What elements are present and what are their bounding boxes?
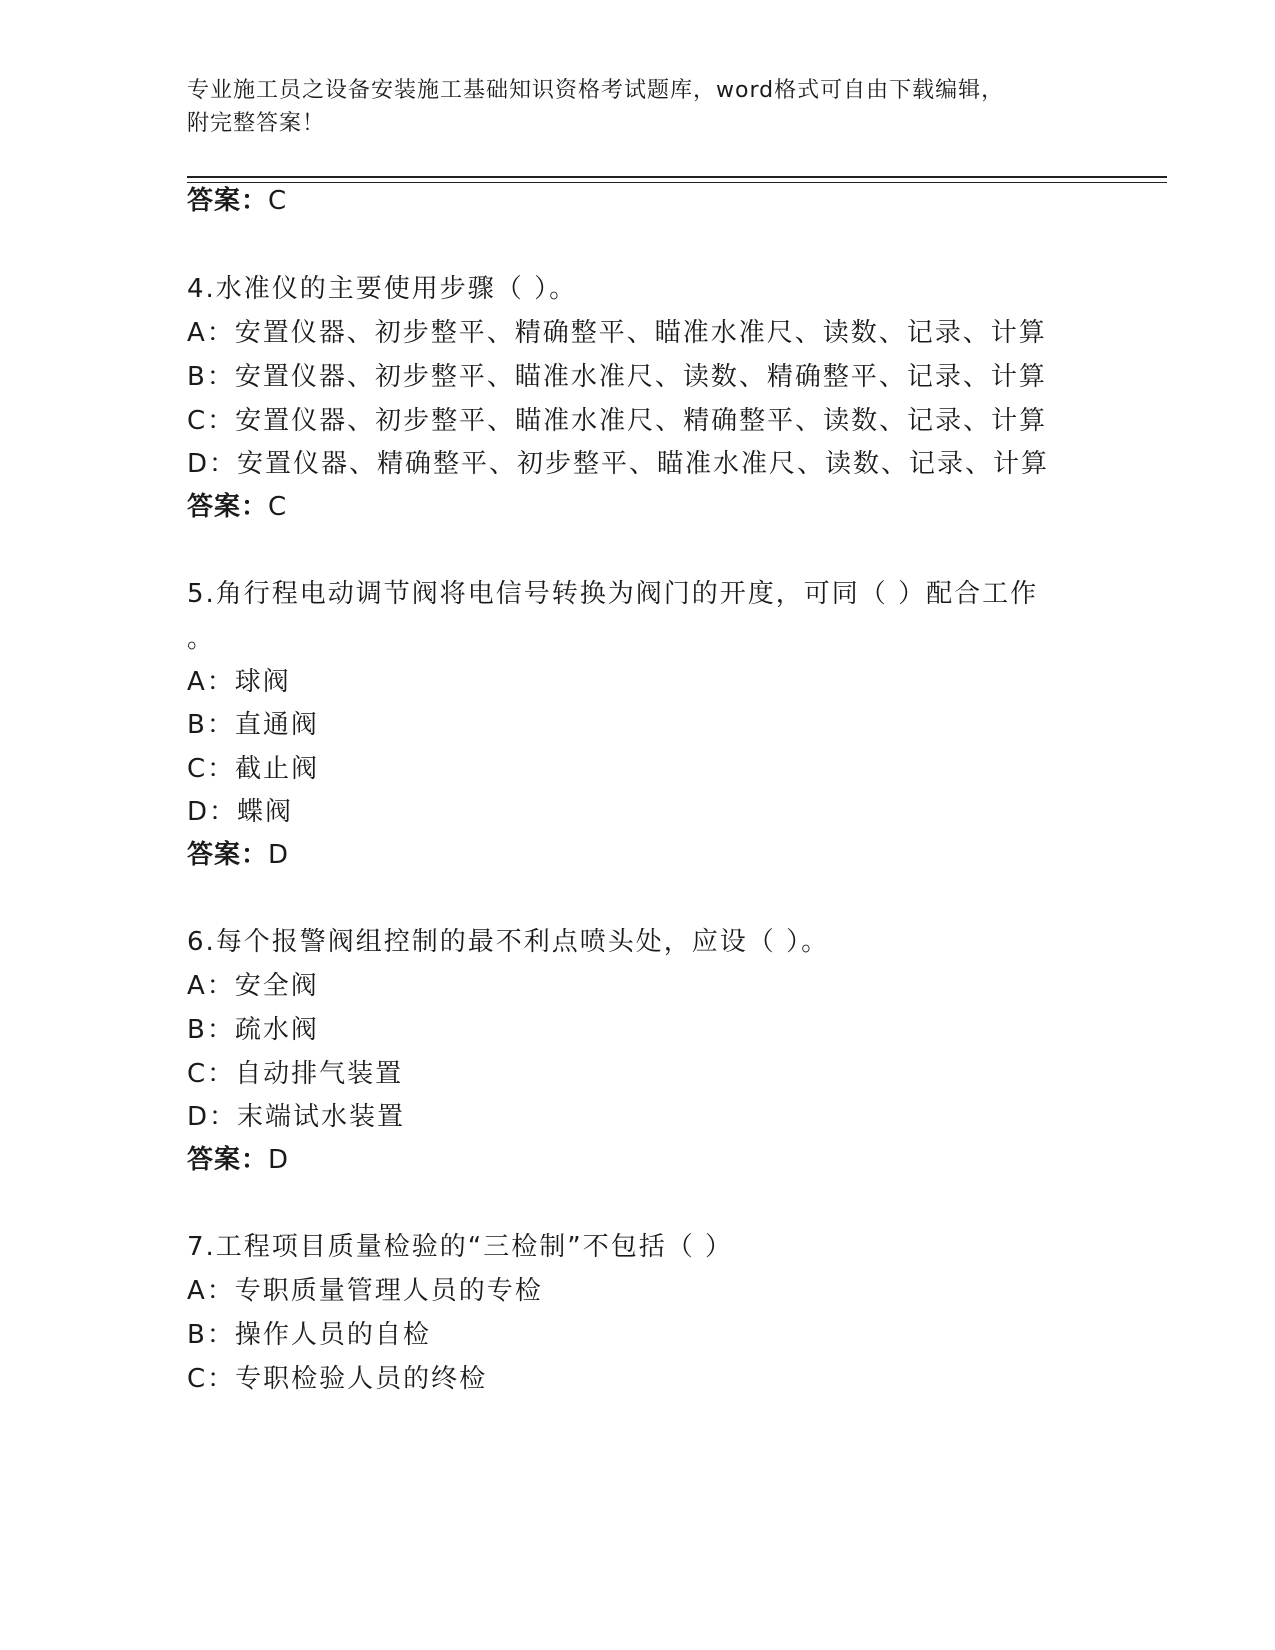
- answer-label: 答案：: [187, 840, 269, 870]
- question-4-answer: [187, 490, 287, 524]
- question-7-stem: 7.工程项目质量检验的“三检制”不包括（ ）: [187, 1232, 734, 1262]
- answer-label: 答案：: [187, 186, 269, 216]
- question-7-option-b: B：操作人员的自检: [187, 1320, 431, 1350]
- question-5-answer: [187, 838, 289, 872]
- question-6-option-b: B：疏水阀: [187, 1015, 319, 1045]
- question-7-option-a: A：专职质量管理人员的专检: [187, 1276, 543, 1306]
- question-6-option-c: C：自动排气装置: [187, 1059, 404, 1089]
- document-header: [187, 74, 1087, 140]
- question-7-option-c: C：专职检验人员的终检: [187, 1364, 488, 1394]
- question-4-option-d: D：安置仪器、精确整平、初步整平、瞄准水准尺、读数、记录、计算: [187, 449, 1050, 479]
- answer-label: 答案：: [187, 492, 269, 522]
- question-6-option-a: A：安全阀: [187, 971, 319, 1001]
- question-4-stem: 4.水准仪的主要使用步骤（ ）。: [187, 274, 578, 304]
- prev-answer: [187, 184, 287, 218]
- header-line-2: 附完整答案！: [187, 111, 326, 136]
- question-5-stem: 5.角行程电动调节阀将电信号转换为阀门的开度，可同（ ）配合工作: [187, 579, 1039, 609]
- question-4-option-b: B：安置仪器、初步整平、瞄准水准尺、读数、精确整平、记录、计算: [187, 362, 1047, 392]
- header-line-1: 专业施工员之设备安装施工基础知识资格考试题库，word格式可自由下载编辑，: [187, 78, 1005, 103]
- question-6-option-d: D：末端试水装置: [187, 1102, 406, 1132]
- question-5-option-d: D：蝶阀: [187, 797, 294, 827]
- question-6-answer: [187, 1143, 289, 1177]
- question-5-option-a: A：球阀: [187, 667, 291, 697]
- answer-value: D: [268, 1145, 290, 1175]
- answer-label: 答案：: [187, 1145, 269, 1175]
- question-4-option-c: C：安置仪器、初步整平、瞄准水准尺、精确整平、读数、记录、计算: [187, 406, 1048, 436]
- question-6-stem: 6.每个报警阀组控制的最不利点喷头处，应设（ ）。: [187, 927, 830, 957]
- question-5-stem-continued: 。: [187, 624, 216, 654]
- header-divider-thick: [187, 176, 1167, 178]
- question-5-option-b: B：直通阀: [187, 710, 319, 740]
- answer-value: C: [268, 492, 288, 522]
- answer-value: D: [268, 840, 290, 870]
- question-5-option-c: C：截止阀: [187, 754, 320, 784]
- question-4-option-a: A：安置仪器、初步整平、精确整平、瞄准水准尺、读数、记录、计算: [187, 318, 1047, 348]
- answer-value: C: [268, 186, 288, 216]
- header-divider-thin: [187, 182, 1167, 183]
